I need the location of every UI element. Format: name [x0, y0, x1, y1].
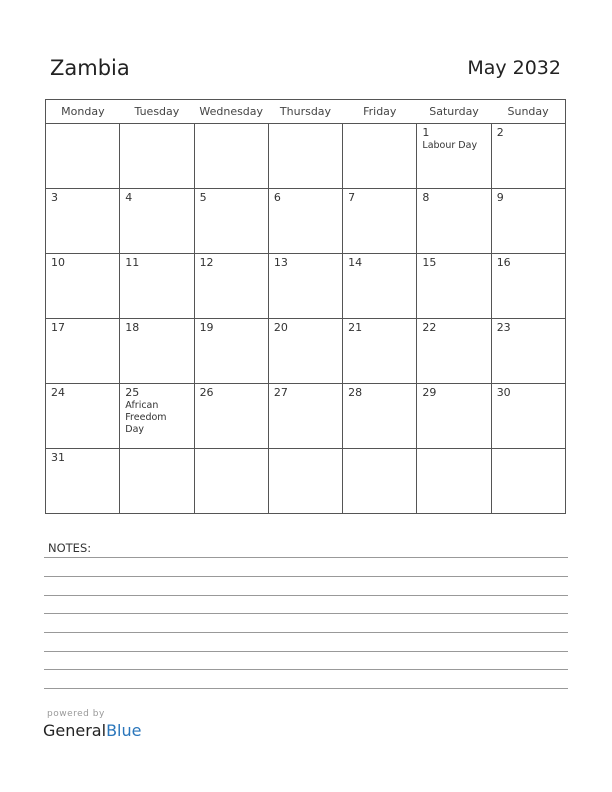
day-number: 19 — [199, 321, 214, 334]
day-cell — [417, 384, 491, 449]
holiday-label: African Freedom Day — [125, 400, 167, 435]
day-cell — [194, 189, 268, 254]
brand-general: General — [43, 721, 107, 740]
week-row — [46, 189, 566, 254]
day-cell — [46, 124, 120, 189]
notes-line — [44, 595, 568, 596]
day-number: 1 — [422, 126, 430, 139]
notes-line — [44, 651, 568, 652]
notes-line — [44, 613, 568, 614]
day-cell — [491, 449, 565, 514]
day-cell — [417, 189, 491, 254]
day-cell — [491, 384, 565, 449]
day-number: 15 — [422, 256, 437, 269]
weekday-saturday: Saturday — [417, 100, 491, 124]
weekday-wednesday: Wednesday — [194, 100, 268, 124]
day-cell — [417, 319, 491, 384]
day-number: 9 — [496, 191, 504, 204]
weekday-thursday: Thursday — [268, 100, 342, 124]
weekday-friday: Friday — [343, 100, 417, 124]
day-cell — [120, 124, 194, 189]
day-number: 30 — [496, 386, 511, 399]
weekday-header-row — [46, 100, 566, 124]
day-number: 7 — [348, 191, 356, 204]
day-cell — [268, 319, 342, 384]
day-cell — [268, 449, 342, 514]
day-cell — [194, 124, 268, 189]
week-row — [46, 449, 566, 514]
day-number: 25 — [125, 386, 140, 399]
day-cell — [268, 124, 342, 189]
day-number: 22 — [422, 321, 437, 334]
day-number: 28 — [348, 386, 363, 399]
day-cell — [343, 449, 417, 514]
weekday-monday: Monday — [46, 100, 120, 124]
notes-line — [44, 669, 568, 670]
notes-line — [44, 688, 568, 689]
month-year-title: May 2032 — [467, 57, 561, 79]
day-number: 31 — [51, 451, 65, 464]
day-cell — [343, 124, 417, 189]
day-number: 4 — [125, 191, 133, 204]
day-number: 18 — [125, 321, 140, 334]
notes-line — [44, 632, 568, 633]
day-cell — [194, 449, 268, 514]
day-number: 3 — [51, 191, 58, 204]
day-cell — [194, 254, 268, 319]
weekday-sunday: Sunday — [491, 100, 565, 124]
notes-line — [44, 576, 568, 577]
day-cell — [46, 384, 120, 449]
day-cell — [491, 124, 565, 189]
day-cell — [194, 319, 268, 384]
calendar-grid — [45, 99, 566, 514]
day-cell — [417, 124, 491, 189]
day-cell — [343, 319, 417, 384]
day-number: 12 — [199, 256, 214, 269]
day-cell — [268, 189, 342, 254]
generalblue-logo[interactable] — [43, 721, 141, 740]
holiday-label: Labour Day — [422, 140, 478, 151]
day-cell — [120, 319, 194, 384]
day-number: 17 — [51, 321, 65, 334]
day-cell — [343, 384, 417, 449]
day-cell — [417, 254, 491, 319]
powered-by-text: powered by — [47, 709, 105, 719]
country-title: Zambia — [50, 56, 130, 80]
day-cell — [120, 384, 194, 449]
week-row — [46, 319, 566, 384]
day-number: 5 — [199, 191, 207, 204]
day-number: 14 — [348, 256, 363, 269]
day-cell — [268, 254, 342, 319]
day-cell — [268, 384, 342, 449]
day-cell — [491, 189, 565, 254]
brand-blue: Blue — [106, 721, 142, 740]
week-row — [46, 384, 566, 449]
day-number: 26 — [199, 386, 214, 399]
day-number: 2 — [496, 126, 504, 139]
day-cell — [120, 449, 194, 514]
day-cell — [417, 449, 491, 514]
day-number: 8 — [422, 191, 430, 204]
day-number: 29 — [422, 386, 437, 399]
day-number: 11 — [125, 256, 140, 269]
day-cell — [46, 189, 120, 254]
day-cell — [120, 189, 194, 254]
day-cell — [194, 384, 268, 449]
day-number: 13 — [273, 256, 288, 269]
day-number: 27 — [273, 386, 288, 399]
day-cell — [491, 254, 565, 319]
day-number: 20 — [273, 321, 288, 334]
day-cell — [491, 319, 565, 384]
notes-label: NOTES: — [48, 541, 92, 555]
week-row — [46, 124, 566, 189]
week-row — [46, 254, 566, 319]
day-cell — [46, 254, 120, 319]
day-number: 24 — [51, 386, 65, 399]
day-number: 6 — [273, 191, 281, 204]
day-number: 23 — [496, 321, 511, 334]
day-number: 21 — [348, 321, 363, 334]
day-cell — [46, 449, 120, 514]
day-cell — [343, 254, 417, 319]
day-number: 16 — [496, 256, 511, 269]
day-cell — [343, 189, 417, 254]
day-cell — [120, 254, 194, 319]
weekday-tuesday: Tuesday — [120, 100, 194, 124]
day-cell — [46, 319, 120, 384]
notes-line — [44, 557, 568, 558]
day-number: 10 — [51, 256, 65, 269]
